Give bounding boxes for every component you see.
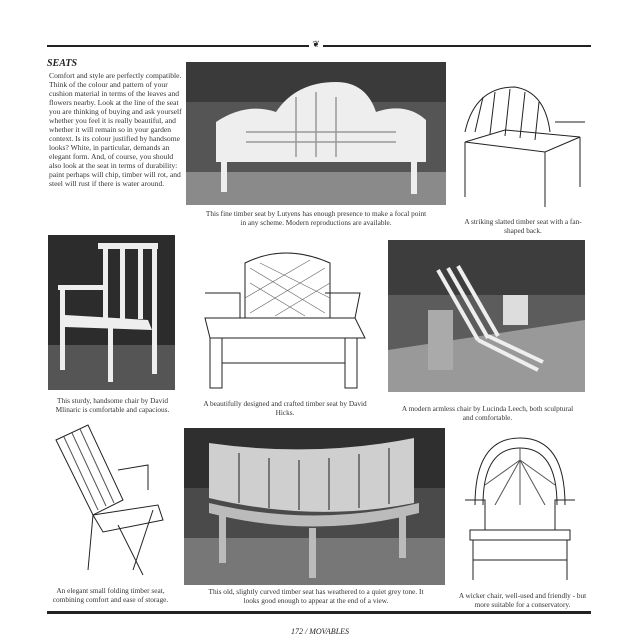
drawing-folding-seat bbox=[48, 420, 170, 580]
photo-curved-bench bbox=[184, 428, 445, 585]
caption-hicks-seat: A beautifully designed and crafted timber seat by David Hicks. bbox=[203, 399, 367, 417]
page-number: 172 bbox=[290, 627, 303, 636]
footer-section: MOVABLES bbox=[309, 627, 350, 636]
photo-leech-chair bbox=[388, 240, 585, 392]
bottom-rule bbox=[47, 611, 591, 614]
caption-mlinaric-chair: This sturdy, handsome chair by David Mlinaric is comfortable and capacious. bbox=[55, 396, 170, 414]
caption-lutyens: This fine timber seat by Lutyens has enough presence to make a focal point in any scheme. Modern reproductions are available. bbox=[205, 209, 427, 227]
caption-wicker-chair: A wicker chair, well-used and friendly - but more suitable for a conservatory. bbox=[458, 591, 587, 609]
photo-lutyens-bench bbox=[186, 62, 446, 205]
drawing-fan-back-seat bbox=[455, 62, 590, 212]
drawing-hicks-seat bbox=[185, 238, 380, 395]
caption-curved-bench: This old, slightly curved timber seat has weathered to a quiet grey tone. It looks good enough to appear at the end of a view. bbox=[208, 587, 424, 605]
intro-text-block bbox=[47, 58, 183, 188]
photo-mlinaric-chair bbox=[48, 235, 175, 390]
drawing-wicker-chair bbox=[455, 430, 585, 585]
intro-paragraph: Comfort and style are perfectly compatible. Think of the colour and pattern of your cushion material in terms of the leaves and flowers nearby. Look at the line of the seat you are thinking of buying and ask yourself whether you feel it is really beautiful, and whether it will remain so in your garden context. Is its colour justified by handsome looks? White, in particular, demands an elegant form. And, of course, you should also look at the seat in terms of durability: paint perhaps will chip, timber will rot, and steel will rust if there is water around. bbox=[49, 71, 182, 188]
ornament-icon: ❦ bbox=[309, 40, 323, 48]
caption-folding-seat: An elegant small folding timber seat, combining comfort and ease of storage. bbox=[52, 586, 169, 604]
caption-fan-back-seat: A striking slatted timber seat with a fan-shaped back. bbox=[464, 217, 582, 235]
section-heading: SEATS bbox=[47, 58, 78, 69]
caption-leech-chair: A modern armless chair by Lucinda Leech, both sculptural and comfortable. bbox=[401, 404, 574, 422]
page-footer: 172 / MOVABLES bbox=[290, 627, 350, 636]
